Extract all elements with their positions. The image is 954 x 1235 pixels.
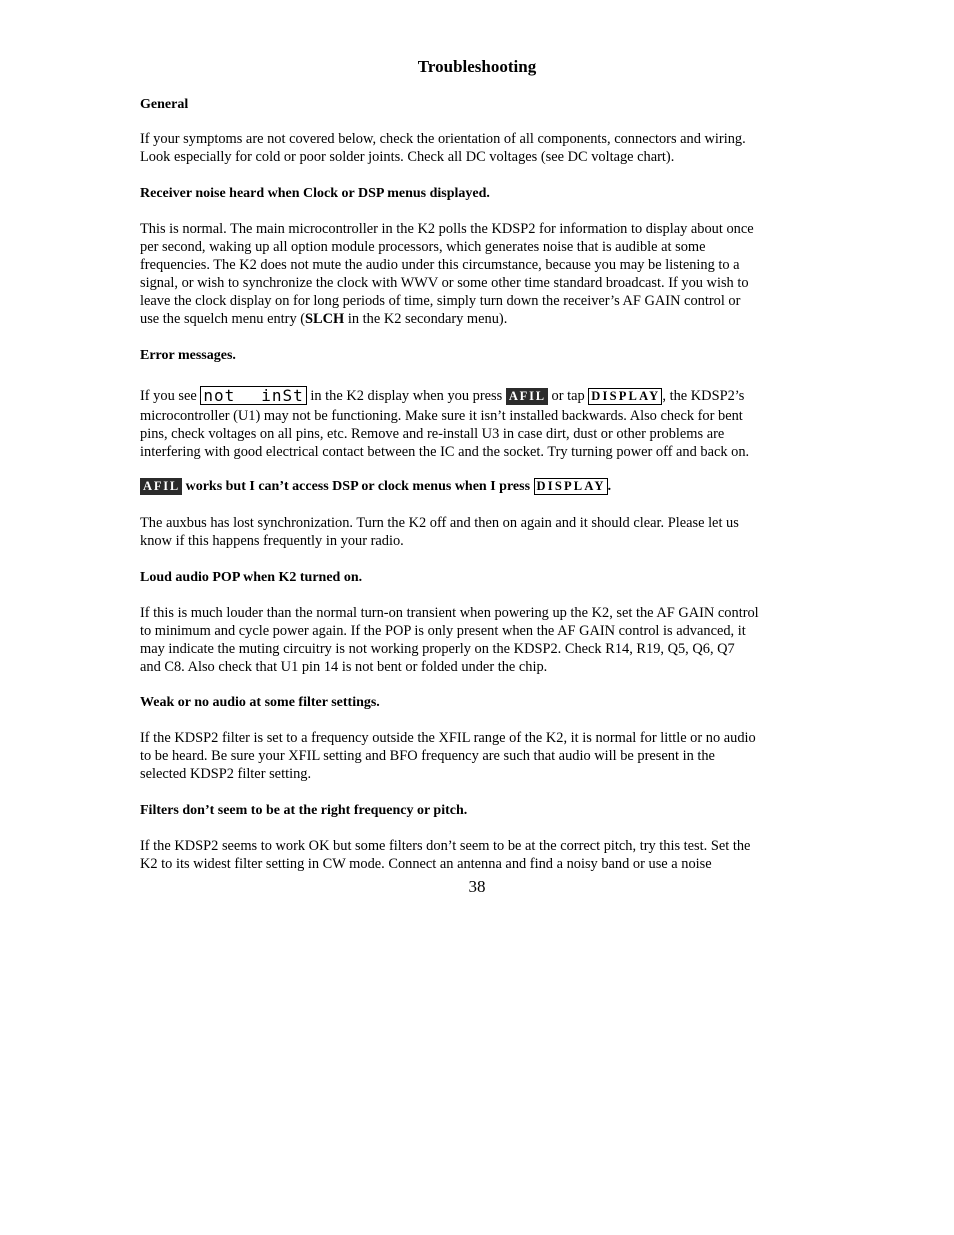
section-heading-receiver-noise: Receiver noise heard when Clock or DSP menus displayed. xyxy=(140,186,490,201)
text-line: to minimum and cycle power again. If the POP is only present when the AF GAIN control is advanced, it xyxy=(140,622,746,639)
text-line: leave the clock display on for long periods of time, simply turn down the receiver’s AF GAIN control or xyxy=(140,292,741,309)
section-heading-loud-audio-pop: Loud audio POP when K2 turned on. xyxy=(140,570,363,585)
section-heading-weak-audio: Weak or no audio at some filter settings. xyxy=(140,695,380,710)
text-line xyxy=(140,384,820,408)
section-heading-afil-works xyxy=(140,478,820,496)
section-heading-error-messages: Error messages. xyxy=(140,348,236,363)
text-run: use the squelch menu entry ( xyxy=(140,310,306,327)
text-line: If the KDSP2 seems to work OK but some filters don’t seem to be at the correct pitch, try this test. Set the xyxy=(140,838,751,854)
display-key-label: DISPLAY xyxy=(534,478,608,495)
lcd-text-right: inSt xyxy=(261,386,304,405)
text-line: interfering with good electrical contact between the IC and the socket. Try turning power off and back on. xyxy=(140,443,750,460)
lcd-display-readout xyxy=(200,386,306,405)
paragraph-error-messages xyxy=(140,384,820,462)
text-line: If your symptoms are not covered below, check the orientation of all components, connectors and wiring. xyxy=(140,131,746,147)
page-number: 38 xyxy=(468,877,486,896)
text-line: If the KDSP2 filter is set to a frequency outside the XFIL range of the K2, it is normal for little or no audio xyxy=(140,730,756,746)
paragraph-filters-pitch xyxy=(140,838,820,874)
text-line: know if this happens frequently in your radio. xyxy=(140,532,404,549)
text-line: pins, check voltages on all pins, etc. Remove and re-install U3 in case dirt, dust or other problems are xyxy=(140,425,725,442)
text-run: in the K2 display when you press xyxy=(306,388,506,404)
heading-text-end: . xyxy=(607,479,612,494)
afil-key-label: AFIL xyxy=(140,478,182,495)
text-run: If you see xyxy=(140,388,201,404)
text-line: selected KDSP2 filter setting. xyxy=(140,765,312,782)
text-line: If this is much louder than the normal turn-on transient when powering up the K2, set the AF GAIN control xyxy=(140,605,759,621)
text-line: signal, or wish to synchronize the clock with WWV or some other time standard broadcast. If you wish to xyxy=(140,274,749,291)
text-line: K2 to its widest filter setting in CW mode. Connect an antenna and find a noisy band or use a noise xyxy=(140,855,712,872)
text-run: , the KDSP2’s xyxy=(662,388,745,404)
text-line: frequencies. The K2 does not mute the audio under this circumstance, because you may be listening to a xyxy=(140,256,740,273)
section-heading-filters-pitch: Filters don’t seem to be at the right frequency or pitch. xyxy=(140,803,468,818)
paragraph-weak-audio xyxy=(140,730,820,784)
text-line xyxy=(140,311,820,329)
paragraph-auxbus xyxy=(140,515,820,551)
afil-key-label: AFIL xyxy=(506,388,548,405)
text-line: microcontroller (U1) may not be functioning. Make sure it isn’t installed backwards. Also check for bent xyxy=(140,408,743,424)
text-line: The auxbus has lost synchronization. Turn the K2 off and then on again and it should clear. Please let us xyxy=(140,515,739,531)
heading-text: works but I can’t access DSP or clock menus when I press xyxy=(182,479,534,494)
page-title: Troubleshooting xyxy=(417,57,537,76)
text-run: or tap xyxy=(547,388,589,404)
section-heading-general: General xyxy=(140,97,189,112)
text-line: may indicate the muting circuitry is not working properly on the KDSP2. Check R14, R19, Q5, Q6, Q7 xyxy=(140,640,735,657)
display-key-label: DISPLAY xyxy=(588,388,662,405)
paragraph-receiver-noise xyxy=(140,221,820,328)
paragraph-loud-audio-pop xyxy=(140,605,820,677)
text-line: per second, waking up all option module processors, which generates noise that is audible at some xyxy=(140,238,706,255)
text-line: to be heard. Be sure your XFIL setting and BFO frequency are such that audio will be present in the xyxy=(140,747,715,764)
paragraph-general xyxy=(140,131,820,167)
lcd-text-left: not xyxy=(203,386,236,405)
text-line: This is normal. The main microcontroller in the K2 polls the KDSP2 for information to display about once xyxy=(140,221,754,237)
text-line: and C8. Also check that U1 pin 14 is not bent or folded under the chip. xyxy=(140,658,548,675)
text-line: Look especially for cold or poor solder joints. Check all DC voltages (see DC voltage chart). xyxy=(140,148,675,165)
slch-menu-term: SLCH xyxy=(305,310,345,327)
text-run: in the K2 secondary menu). xyxy=(344,310,508,327)
